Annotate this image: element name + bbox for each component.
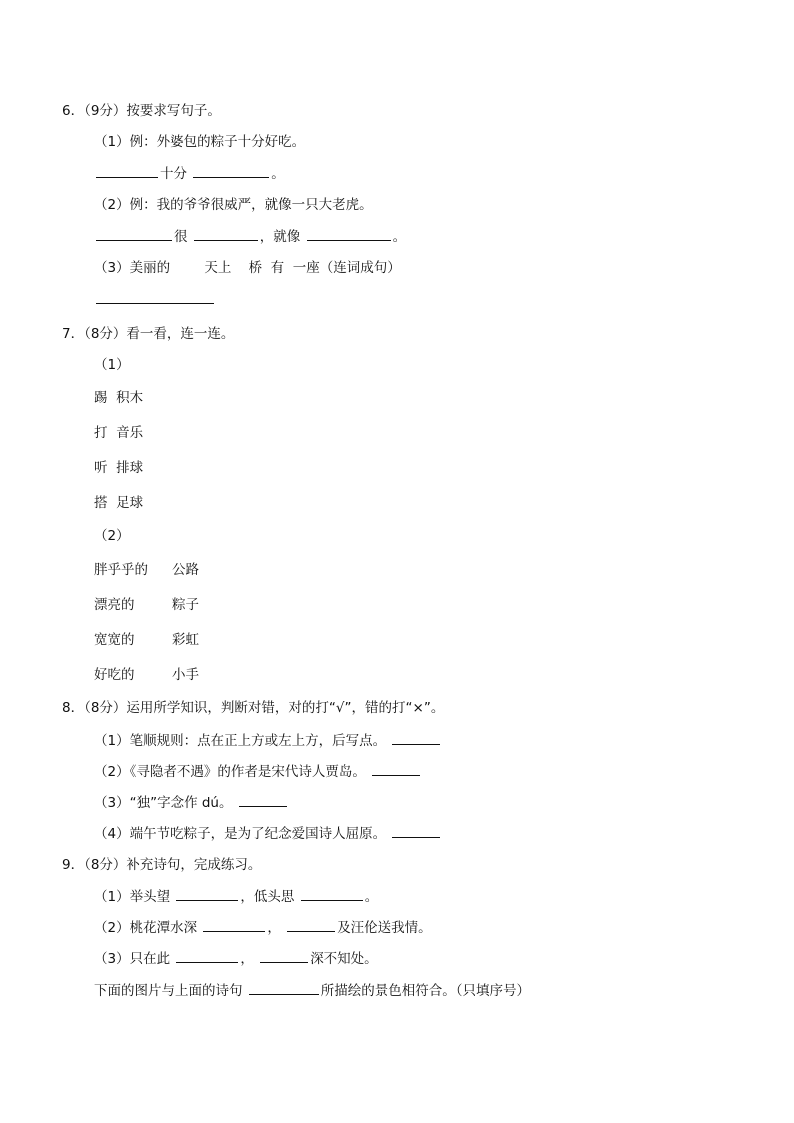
- q8-statement: （4）端午节吃粽子，是为了纪念爱国诗人屈原。: [94, 826, 387, 842]
- answer-blank[interactable]: [301, 887, 363, 901]
- q7-part1-item: 搭 足球: [94, 495, 144, 511]
- q7-part1-item: 踢 积木: [94, 390, 144, 406]
- answer-blank[interactable]: [372, 762, 420, 776]
- q7-part2-left-item: 好吃的: [94, 667, 135, 683]
- q9-part3-line: [94, 949, 378, 967]
- q6-part2-example: （2）例：我的爷爷很威严，就像一只大老虎。: [94, 197, 373, 213]
- answer-blank[interactable]: [96, 290, 214, 304]
- q6-part1-example: （1）例：外婆包的粽子十分好吃。: [94, 134, 306, 150]
- answer-blank[interactable]: [392, 731, 440, 745]
- q6-part2-word-hen: 很: [174, 229, 188, 245]
- q8-item-line: [94, 731, 442, 749]
- q6-part2-word-jiuxiang: ，就像: [259, 229, 301, 245]
- q9-part3-text: （3）只在此: [94, 951, 171, 967]
- q8-item-line: [94, 793, 289, 811]
- q7-part1-item: 打 音乐: [94, 425, 144, 441]
- q7-part2-left-item: 胖乎乎的: [94, 562, 148, 578]
- answer-blank[interactable]: [287, 918, 335, 932]
- q8-statement: （3）“独”字念作 dú。: [94, 795, 233, 811]
- q7-part2-row: [94, 666, 199, 684]
- q7-part1-item: 听 排球: [94, 460, 144, 476]
- q7-part2-right-item: 粽子: [172, 597, 199, 613]
- q7-part2-left-item: 漂亮的: [94, 597, 135, 613]
- q8-statement: （1）笔顺规则：点在正上方或左上方，后写点。: [94, 733, 387, 749]
- q8-item-line: [94, 824, 442, 842]
- q9-part1-end: 。: [364, 889, 379, 905]
- answer-blank[interactable]: [307, 227, 391, 241]
- q9-part1-text: ，低头思: [240, 889, 295, 905]
- answer-blank[interactable]: [96, 164, 158, 178]
- q8-item-line: [94, 762, 422, 780]
- q9-part2-sep: ，: [267, 920, 281, 936]
- q6-part1-answer-line: [94, 164, 285, 182]
- answer-blank[interactable]: [96, 227, 172, 241]
- answer-blank[interactable]: [194, 227, 258, 241]
- q9-part2-text: （2）桃花潭水深: [94, 920, 198, 936]
- question-7-title: 7．（8分）看一看，连一连。: [62, 326, 235, 342]
- q6-part1-end: 。: [271, 166, 285, 182]
- q9-part1-text: （1）举头望: [94, 889, 171, 905]
- q9-part3-text: 深不知处。: [310, 951, 378, 967]
- q7-part2-row: [94, 596, 199, 614]
- answer-blank[interactable]: [392, 824, 440, 838]
- q6-part1-word: 十分: [160, 166, 187, 182]
- answer-blank[interactable]: [193, 164, 269, 178]
- answer-blank[interactable]: [176, 949, 238, 963]
- q7-part2-row: [94, 561, 199, 579]
- q7-part2-left-item: 宽宽的: [94, 632, 135, 648]
- q7-part1-label: （1）: [94, 357, 130, 373]
- q9-part3-sep: ，: [240, 951, 254, 967]
- question-9-title: 9．（8分）补充诗句，完成练习。: [62, 857, 262, 873]
- q7-part2-label: （2）: [94, 528, 130, 544]
- q9-final-text: 所描绘的景色相符合。（只填序号）: [320, 983, 531, 999]
- answer-blank[interactable]: [203, 918, 265, 932]
- q9-part1-line: [94, 887, 378, 905]
- question-6-title: 6．（9分）按要求写句子。: [62, 103, 221, 119]
- q9-part2-line: [94, 918, 432, 936]
- q7-part2-right-item: 小手: [172, 667, 199, 683]
- answer-blank[interactable]: [176, 887, 238, 901]
- q9-final-line: [94, 981, 530, 999]
- q6-part2-end: 。: [392, 229, 407, 245]
- answer-blank[interactable]: [260, 949, 308, 963]
- answer-blank[interactable]: [249, 981, 319, 995]
- q8-statement: （2）《寻隐者不遇》的作者是宋代诗人贾岛。: [94, 764, 366, 780]
- q7-part2-right-item: 公路: [172, 562, 199, 578]
- question-8-title: 8．（8分）运用所学知识，判断对错，对的打“√”，错的打“×”。: [62, 700, 445, 716]
- q6-part3-words: （3）美丽的 天上 桥 有 一座（连词成句）: [94, 260, 401, 276]
- q6-part3-answer-line: [94, 290, 216, 308]
- q7-part2-right-item: 彩虹: [172, 632, 199, 648]
- answer-blank[interactable]: [239, 793, 287, 807]
- q9-final-text: 下面的图片与上面的诗句: [94, 983, 243, 999]
- q7-part2-row: [94, 631, 199, 649]
- q6-part2-answer-line: [94, 227, 406, 245]
- q9-part2-text: 及汪伦送我情。: [337, 920, 432, 936]
